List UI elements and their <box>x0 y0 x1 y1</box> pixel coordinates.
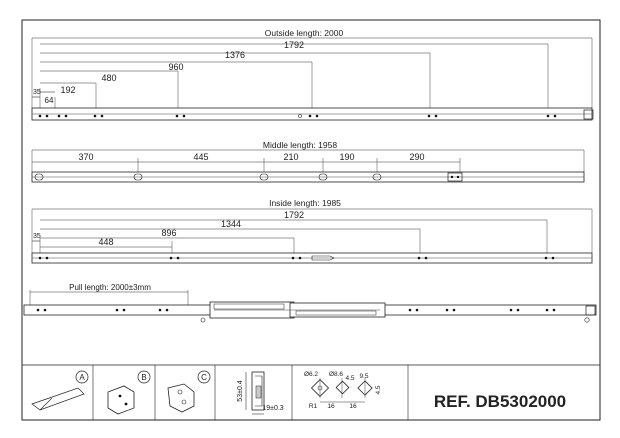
outside-dim-960: 960 <box>168 62 184 72</box>
assembled-pull-view <box>24 283 596 322</box>
inside-dim-35: 35 <box>33 233 41 240</box>
middle-rail-view <box>32 140 584 182</box>
profile-height: 53±0.4 <box>237 380 244 402</box>
outside-length-label: Outside length: 2000 <box>264 28 344 38</box>
hole-width-1: 4.5 <box>345 375 355 382</box>
marker-b: B <box>141 373 147 382</box>
hole-d2: Ø8.6 <box>328 371 344 378</box>
outside-dim-480: 480 <box>101 73 117 83</box>
middle-seg-190: 190 <box>339 152 355 162</box>
inside-dim-896: 896 <box>161 228 177 238</box>
profile-width: 19±0.3 <box>262 405 284 412</box>
accessory-a-clip <box>32 371 88 410</box>
hole-pattern-detail <box>304 371 382 410</box>
hole-pitch-1: 16 <box>327 403 335 410</box>
outside-dim-35: 35 <box>33 89 41 96</box>
hole-radius: R1 <box>308 403 318 410</box>
hole-d1: Ø6.2 <box>303 371 319 378</box>
hole-pitch-2: 16 <box>349 403 357 410</box>
inside-rail-view <box>32 198 592 263</box>
middle-seg-290: 290 <box>409 152 425 162</box>
inside-dim-1344: 1344 <box>220 219 242 229</box>
outside-dim-192: 192 <box>60 85 76 95</box>
hole-width-2: 9.5 <box>359 373 369 380</box>
middle-seg-370: 370 <box>78 152 94 162</box>
pull-length-label: Pull length: 2000±3mm <box>69 283 151 292</box>
middle-length-label: Middle length: 1958 <box>262 140 338 150</box>
reference-number: REF. DB5302000 <box>433 392 567 411</box>
inside-dim-1792: 1792 <box>283 210 305 220</box>
outside-dim-1376: 1376 <box>224 50 246 60</box>
accessory-c-bracket <box>168 371 210 412</box>
accessory-b-bracket <box>108 371 150 414</box>
marker-c: C <box>201 373 207 382</box>
inside-length-label: Inside length: 1985 <box>269 198 341 208</box>
hole-height: 4.5 <box>375 385 382 395</box>
marker-a: A <box>79 373 85 382</box>
outside-dim-1792: 1792 <box>283 40 305 50</box>
middle-seg-445: 445 <box>193 152 209 162</box>
outside-dim-64: 64 <box>44 96 54 105</box>
inside-dim-448: 448 <box>98 237 114 247</box>
middle-seg-210: 210 <box>283 152 299 162</box>
rail-profile-section <box>237 372 284 414</box>
outside-rail-view <box>32 28 593 120</box>
